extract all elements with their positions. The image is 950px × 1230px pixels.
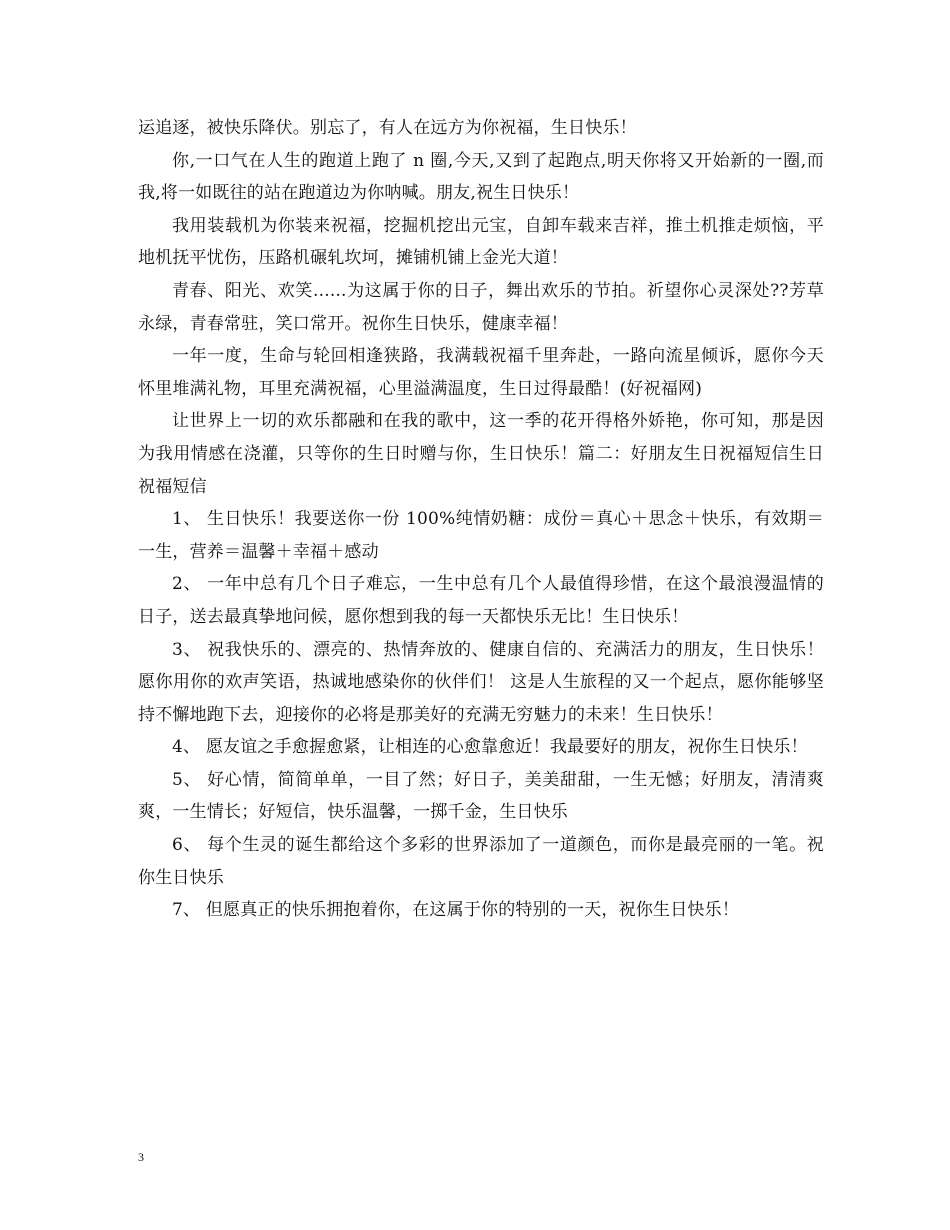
document-body: [138, 112, 824, 927]
page-number: 3: [138, 1150, 144, 1164]
list-item: 4、 愿友谊之手愈握愈紧，让相连的心愈靠愈近！我最要好的朋友，祝你生日快乐！: [172, 737, 808, 758]
list-item: 5、 好心情，简简单单，一目了然；好日子，美美甜甜，一生无憾；好朋友，清清爽爽，一生情长；好短信，快乐温馨，一掷千金，生日快乐: [138, 769, 824, 823]
paragraph: 让世界上一切的欢乐都融和在我的歌中，这一季的花开得格外娇艳，你可知，那是因为我用情感在浇灌，只等你的生日时赠与你，生日快乐！篇二：好朋友生日祝福短信生日祝福短信: [138, 411, 824, 497]
paragraph: 我用装载机为你装来祝福，挖掘机挖出元宝，自卸车载来吉祥，推土机推走烦恼，平地机抚平忧伤，压路机碾轧坎坷，摊铺机铺上金光大道！: [138, 215, 824, 269]
list-item: 1、 生日快乐！我要送你一份 100%纯情奶糖：成份＝真心＋思念＋快乐，有效期＝一生，营养＝温馨＋幸福＋感动: [138, 509, 824, 562]
list-item: 3、 祝我快乐的、漂亮的、热情奔放的、健康自信的、充满活力的朋友，生日快乐！愿你用你的欢声笑语，热诚地感染你的伙伴们！ 这是人生旅程的又一个起点，愿你能够坚持不懈地跑下去，迎接你的必将是那美好的充满无穷魅力的未来！生日快乐！: [138, 639, 824, 725]
list-item: 7、 但愿真正的快乐拥抱着你，在这属于你的特别的一天，祝你生日快乐！: [172, 900, 740, 921]
paragraph: 你,一口气在人生的跑道上跑了 n 圈,今天,又到了起跑点,明天你将又开始新的一圈,而我,将一如既往的站在跑道边为你呐喊。朋友,祝生日快乐！: [138, 150, 824, 204]
paragraph: 一年一度，生命与轮回相逢狭路，我满载祝福千里奔赴，一路向流星倾诉，愿你今天怀里堆满礼物，耳里充满祝福，心里溢满温度，生日过得最酷！(好祝福网): [138, 346, 824, 399]
paragraph: 运追逐，被快乐降伏。别忘了，有人在远方为你祝福，生日快乐！: [138, 118, 637, 138]
list-item: 6、 每个生灵的诞生都给这个多彩的世界添加了一道颜色，而你是最亮丽的一笔。祝你生日快乐: [138, 835, 824, 888]
list-item: 2、 一年中总有几个日子难忘，一生中总有几个人最值得珍惜，在这个最浪漫温情的日子，送去最真挚地问候，愿你想到我的每一天都快乐无比！生日快乐！: [138, 574, 824, 627]
paragraph: 青春、阳光、欢笑......为这属于你的日子，舞出欢乐的节拍。祈望你心灵深处??芳草永绿，青春常驻，笑口常开。祝你生日快乐，健康幸福！: [138, 280, 824, 334]
